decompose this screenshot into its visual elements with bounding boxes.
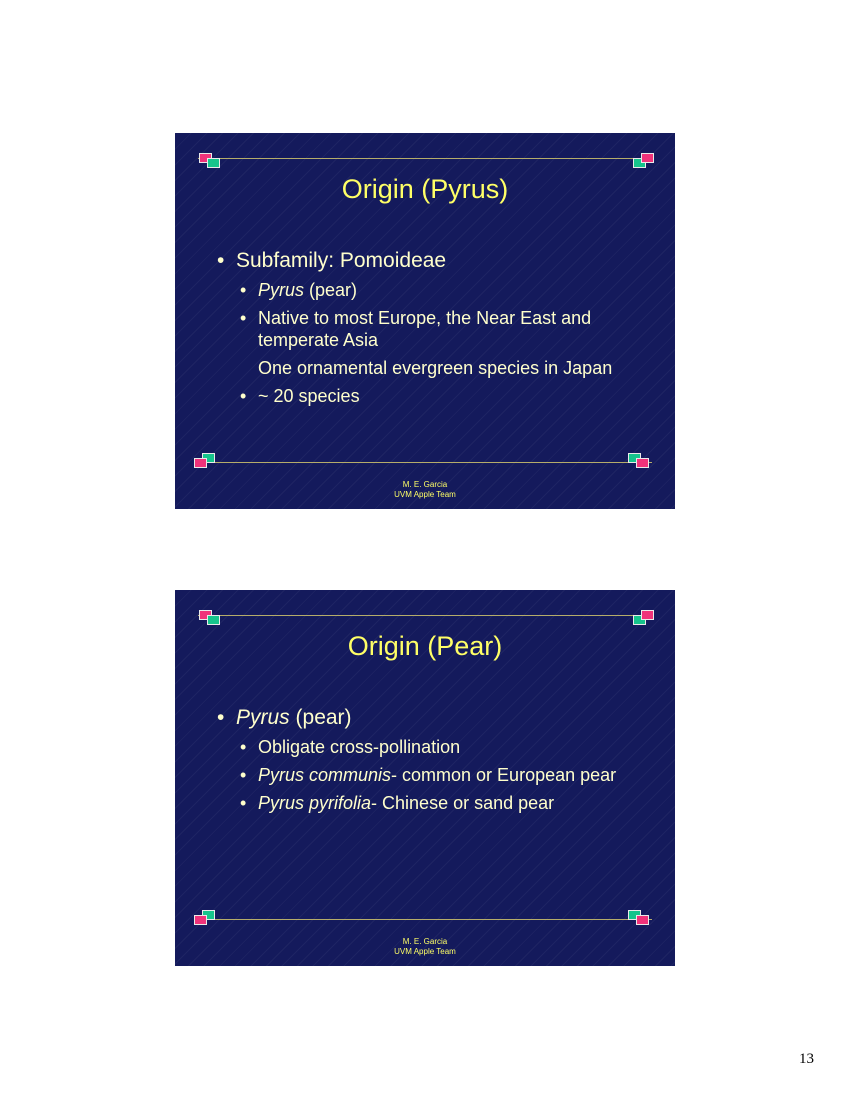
corner-squares-icon (633, 153, 659, 171)
top-divider-line (198, 158, 652, 159)
level1-bullet (217, 705, 637, 730)
level2-bullet (240, 307, 637, 351)
bullet-text-italic: Pyrus pyrifolia (258, 793, 372, 813)
bullet-text-italic: Pyrus (236, 706, 290, 729)
footer-author: M. E. Garcia (402, 480, 448, 489)
corner-squares-icon (194, 910, 220, 928)
level2-bullet (240, 736, 637, 758)
bullet-text-italic: Pyrus (258, 280, 305, 300)
slide-footer (175, 480, 675, 500)
page-number: 13 (799, 1051, 814, 1067)
bullet-icon: • (217, 249, 225, 272)
continuation-text: One ornamental evergreen species in Japan (258, 358, 613, 378)
slide-body (217, 705, 637, 814)
slide-title: Origin (Pear) (347, 631, 503, 661)
bullet-icon: • (240, 793, 247, 813)
slide-title: Origin (Pyrus) (341, 174, 509, 204)
corner-squares-icon (199, 153, 225, 171)
bullet-text-italic: Pyrus communis (258, 765, 392, 785)
level2-bullet (240, 279, 637, 301)
corner-squares-icon (194, 453, 220, 471)
bullet-icon: • (240, 280, 247, 300)
bullet-icon: • (240, 765, 247, 785)
bullet-text: Subfamily: Pomoideae (236, 249, 447, 272)
level2-bullet (240, 792, 637, 814)
bullet-text: Obligate cross-pollination (258, 737, 461, 757)
bullet-icon: • (240, 308, 247, 328)
corner-squares-icon (633, 610, 659, 628)
footer-team: UVM Apple Team (394, 947, 456, 956)
footer-author: M. E. Garcia (402, 937, 448, 946)
level1-bullet (217, 248, 637, 273)
bottom-divider-line (198, 462, 652, 463)
bottom-divider-line (198, 919, 652, 920)
footer-team: UVM Apple Team (394, 490, 456, 499)
slide-body (217, 248, 637, 407)
bullet-text: (pear) (289, 706, 352, 729)
corner-squares-icon (628, 453, 654, 471)
bullet-text: Native to most Europe, the Near East and temperate Asia (258, 308, 592, 350)
bullet-icon: • (240, 386, 247, 406)
bullet-text: (pear) (304, 280, 358, 300)
top-divider-line (198, 615, 652, 616)
bullet-icon: • (217, 706, 225, 729)
bullet-icon: • (240, 737, 247, 757)
bullet-text: - Chinese or sand pear (371, 793, 555, 813)
bullet-text: ~ 20 species (258, 386, 360, 406)
level2-bullet (240, 764, 637, 786)
bullet-text: - common or European pear (391, 765, 617, 785)
slide-origin-pear (175, 590, 675, 966)
corner-squares-icon (199, 610, 225, 628)
slide-footer (175, 937, 675, 957)
slide-origin-pyrus (175, 133, 675, 509)
level2-bullet (240, 385, 637, 407)
corner-squares-icon (628, 910, 654, 928)
